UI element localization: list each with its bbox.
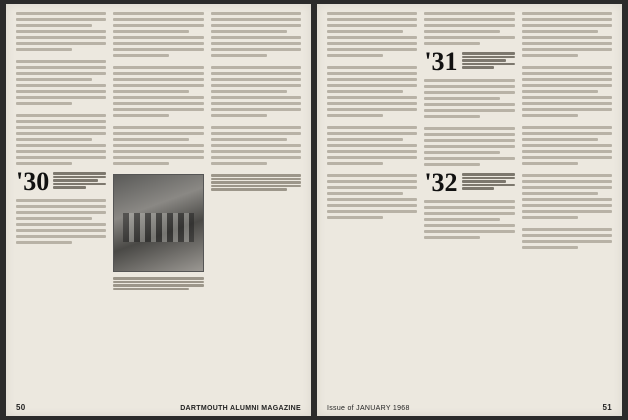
left-page-footer xyxy=(16,403,301,412)
page-number: 51 xyxy=(602,403,612,412)
class-secretary-info xyxy=(462,50,515,70)
class-number: '32 xyxy=(424,168,458,197)
magazine-title: DARTMOUTH ALUMNI MAGAZINE xyxy=(180,405,301,412)
class-header-1931 xyxy=(424,47,514,76)
class-header-1932 xyxy=(424,168,514,197)
class-header-1930 xyxy=(16,167,106,196)
class-secretary-info xyxy=(53,170,106,190)
class-number: '31 xyxy=(424,47,458,76)
class-secretary-info xyxy=(462,171,515,191)
left-page-column-3 xyxy=(211,12,301,398)
left-page-column-1 xyxy=(16,12,106,398)
right-page-column-1 xyxy=(327,12,417,398)
left-page xyxy=(6,4,311,416)
left-page-column-2 xyxy=(113,12,203,398)
page-number: 50 xyxy=(16,403,26,412)
right-page-footer xyxy=(327,403,612,412)
right-page xyxy=(317,4,622,416)
right-page-column-2 xyxy=(424,12,514,398)
group-photo xyxy=(113,174,203,272)
class-number: '30 xyxy=(16,167,50,196)
photo-caption xyxy=(113,277,203,291)
photo-caption-continued xyxy=(211,174,301,192)
issue-date: Issue of JANUARY 1968 xyxy=(327,405,410,412)
right-page-column-3 xyxy=(522,12,612,398)
